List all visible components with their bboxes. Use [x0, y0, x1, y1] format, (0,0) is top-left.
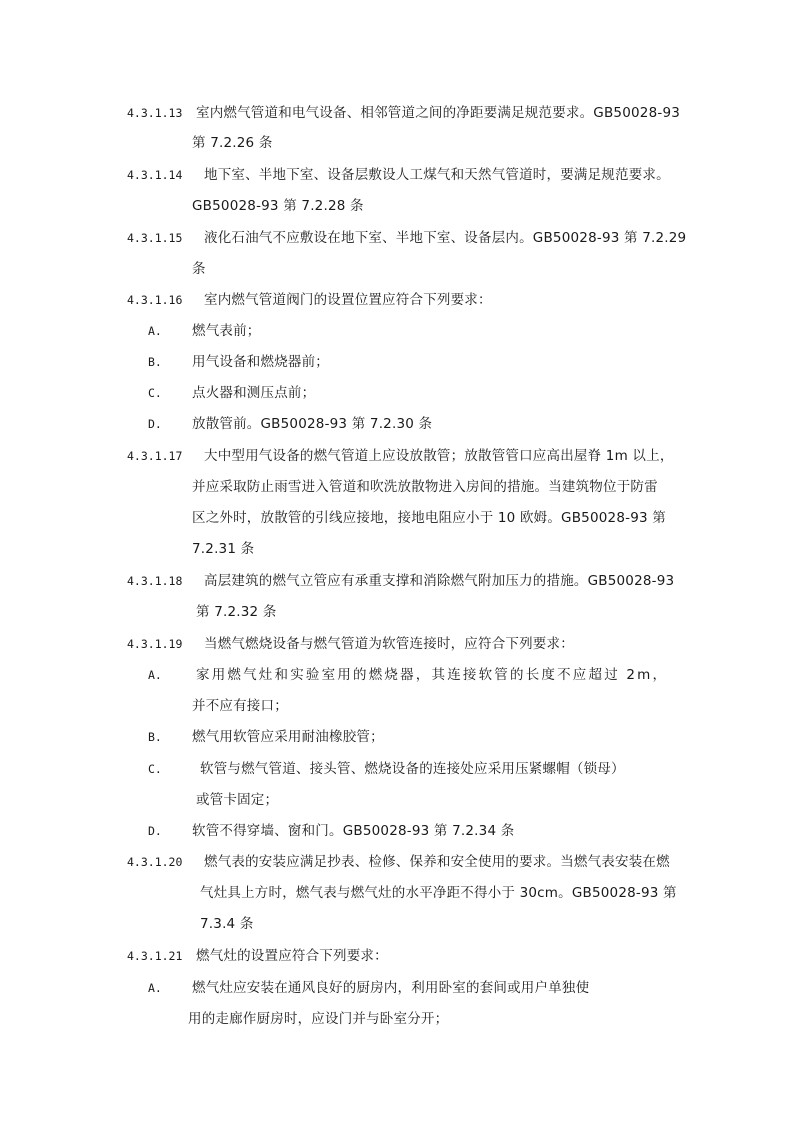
clause-text-line: 液化石油气不应敷设在地下室、半地下室、设备层内。GB50028-93 第 7.2.29 [204, 230, 687, 246]
clause-text-line: 并应采取防止雨雪进入管道和吹洗放散物进入房间的措施。当建筑物位于防雷 [192, 479, 658, 495]
item-text-line: 燃气灶应安装在通风良好的厨房内，利用卧室的套间或用户单独使 [192, 980, 590, 996]
item-label: D. [148, 417, 162, 431]
item-text-line: 放散管前。GB50028-93 第 7.2.30 条 [192, 416, 433, 432]
clause-text-line: 气灶具上方时，燃气表与燃气灶的水平净距不得小于 30cm。GB50028-93 第 [200, 885, 677, 901]
item-label: A. [148, 668, 162, 682]
item-text-line: 用气设备和燃烧器前； [192, 354, 329, 370]
clause-text-line: 第 7.2.32 条 [196, 604, 277, 620]
clause-number: 4.3.1.14 [127, 168, 183, 182]
clause-text-line: 大中型用气设备的燃气管道上应设放散管；放散管管口应高出屋脊 1m 以上， [204, 448, 674, 464]
item-label: B. [148, 730, 162, 744]
clause-text-line: 第 7.2.26 条 [192, 135, 273, 151]
clause-text-line: 室内燃气管道和电气设备、相邻管道之间的净距要满足规范要求。GB50028-93 [196, 105, 681, 121]
clause-text-line: 高层建筑的燃气立管应有承重支撑和消除燃气附加压力的措施。GB50028-93 [204, 573, 675, 589]
item-label: D. [148, 824, 162, 838]
clause-number: 4.3.1.15 [127, 231, 183, 245]
clause-text-line: GB50028-93 第 7.2.28 条 [192, 198, 364, 214]
clause-text-line: 条 [192, 261, 206, 277]
item-text-line: 或管卡固定； [196, 792, 279, 808]
clause-text-line: 当燃气燃烧设备与燃气管道为软管连接时，应符合下列要求： [204, 636, 574, 652]
item-text-line: 点火器和测压点前； [192, 385, 316, 401]
clause-number: 4.3.1.18 [127, 574, 183, 588]
clause-text-line: 燃气灶的设置应符合下列要求： [196, 948, 388, 964]
clause-text-line: 室内燃气管道阀门的设置位置应符合下列要求： [204, 292, 492, 308]
clause-number: 4.3.1.19 [127, 637, 183, 651]
clause-text-line: 地下室、半地下室、设备层敷设人工煤气和天然气管道时，要满足规范要求。 [204, 167, 670, 183]
item-text-line: 并不应有接口； [192, 698, 288, 714]
item-text-line: 燃气用软管应采用耐油橡胶管； [192, 729, 384, 745]
clause-number: 4.3.1.13 [127, 106, 183, 120]
clause-number: 4.3.1.16 [127, 293, 183, 307]
item-text-line: 用的走廊作厨房时，应设门并与卧室分开； [188, 1011, 449, 1027]
item-label: B. [148, 355, 162, 369]
clause-text-line: 7.3.4 条 [200, 916, 254, 932]
clause-text-line: 区之外时，放散管的引线应接地，接地电阻应小于 10 欧姆。GB50028-93 第 [192, 510, 666, 526]
clause-text-line: 燃气表的安装应满足抄表、检修、保养和安全使用的要求。当燃气表安装在燃 [204, 854, 670, 870]
item-label: A. [148, 324, 162, 338]
item-label: A. [148, 981, 162, 995]
item-label: C. [148, 386, 162, 400]
clause-text-line: 7.2.31 条 [192, 541, 255, 557]
item-text-line: 软管不得穿墙、窗和门。GB50028-93 第 7.2.34 条 [192, 823, 515, 839]
item-label: C. [148, 762, 162, 776]
item-text-line: 软管与燃气管道、接头管、燃烧设备的连接处应采用压紧螺帽（锁母） [200, 761, 625, 777]
clause-number: 4.3.1.21 [127, 949, 183, 963]
item-text-line: 家用燃气灶和实验室用的燃烧器，其连接软管的长度不应超过 2m， [196, 667, 669, 683]
clause-number: 4.3.1.20 [127, 855, 183, 869]
clause-number: 4.3.1.17 [127, 449, 183, 463]
item-text-line: 燃气表前； [192, 323, 261, 339]
